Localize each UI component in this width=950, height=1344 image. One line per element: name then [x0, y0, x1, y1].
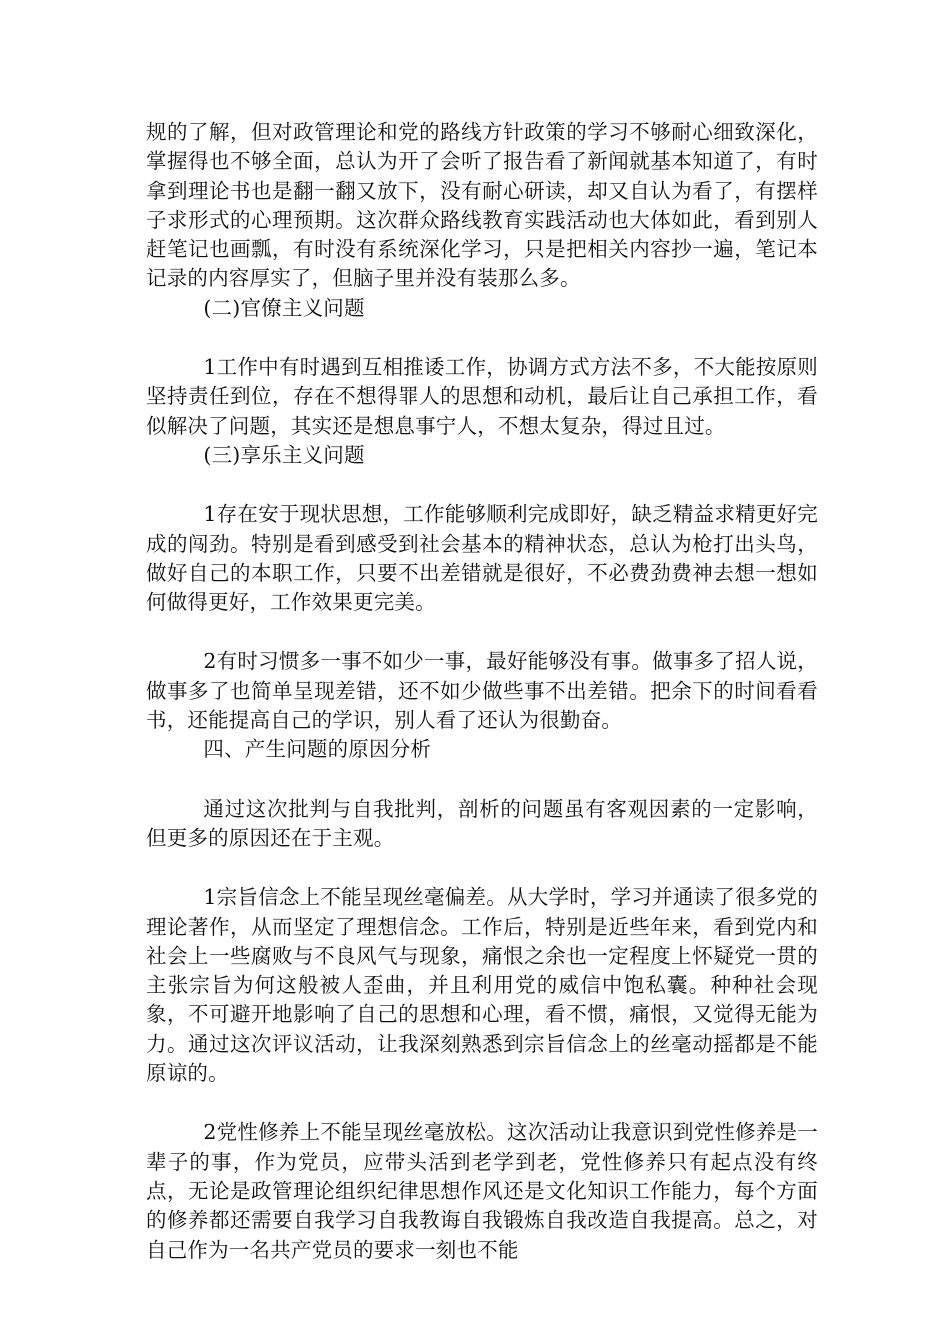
paragraph-cause-1: 1宗旨信念上不能呈现丝毫偏差。从大学时，学习并通读了很多党的理论著作，从而坚定了理想信念。工作后，特别是近些年来，看到党内和社会上一些腐败与不良风气与现象，痛恨之余也一定程度上怀疑党一贯的主张宗旨为何这般被人歪曲，并且利用党的威信中饱私囊。种种社会现象，不可避开地影响了自己的思想和心理，看不惯，痛恨，又觉得无能为力。通过这次评议活动，让我深刻熟悉到宗旨信念上的丝毫动摇都是不能原谅的。 [146, 885, 818, 1086]
document-page [146, 118, 818, 1265]
heading-bureaucratism: (二)官僚主义问题 [203, 295, 365, 320]
paragraph-cause-2: 2党性修养上不能呈现丝毫放松。这次活动让我意识到党性修养是一辈子的事，作为党员，应带头活到老学到老，党性修养只有起点没有终点，无论是政管理论组织纪律思想作风还是文化知识工作能力，每个方面的修养都还需要自我学习自我教诲自我锻炼自我改造自我提高。总之，对自己作为一名共产党员的要求一刻也不能 [146, 1120, 818, 1262]
paragraph-hedonism-2: 2有时习惯多一事不如少一事，最好能够没有事。做事多了招人说，做事多了也简单呈现差错，还不如少做些事不出差错。把余下的时间看看书，还能提高自己的学识，别人看了还认为很勤奋。 [146, 649, 818, 733]
paragraph-study-issue: 规的了解，但对政管理论和党的路线方针政策的学习不够耐心细致深化，掌握得也不够全面，总认为开了会听了报告看了新闻就基本知道了，有时拿到理论书也是翻一翻又放下，没有耐心研读，却又自认为看了，有摆样子求形式的心理预期。这次群众路线教育实践活动也大体如此，看到别人赶笔记也画瓢，有时没有系统深化学习，只是把相关内容抄一遍，笔记本记录的内容厚实了，但脑子里并没有装那么多。 [146, 120, 818, 291]
paragraph-hedonism-1: 1存在安于现状思想，工作能够顺利完成即好，缺乏精益求精更好完成的闯劲。特别是看到感受到社会基本的精神状态，总认为枪打出头鸟，做好自己的本职工作，只要不出差错就是很好，不必费劲费神去想一想如何做得更好，工作效果更完美。 [146, 502, 818, 615]
paragraph-bureaucratism-1: 1工作中有时遇到互相推诿工作，协调方式方法不多，不大能按原则坚持责任到位，存在不想得罪人的思想和动机，最后让自己承担工作，看似解决了问题，其实还是想息事宁人，不想太复杂，得过且过。 [146, 355, 818, 438]
heading-cause-analysis: 四、产生问题的原因分析 [203, 737, 432, 762]
paragraph-cause-intro: 通过这次批判与自我批判，剖析的问题虽有客观因素的一定影响，但更多的原因还在于主观。 [146, 796, 818, 850]
heading-hedonism: (三)享乐主义问题 [203, 442, 365, 467]
